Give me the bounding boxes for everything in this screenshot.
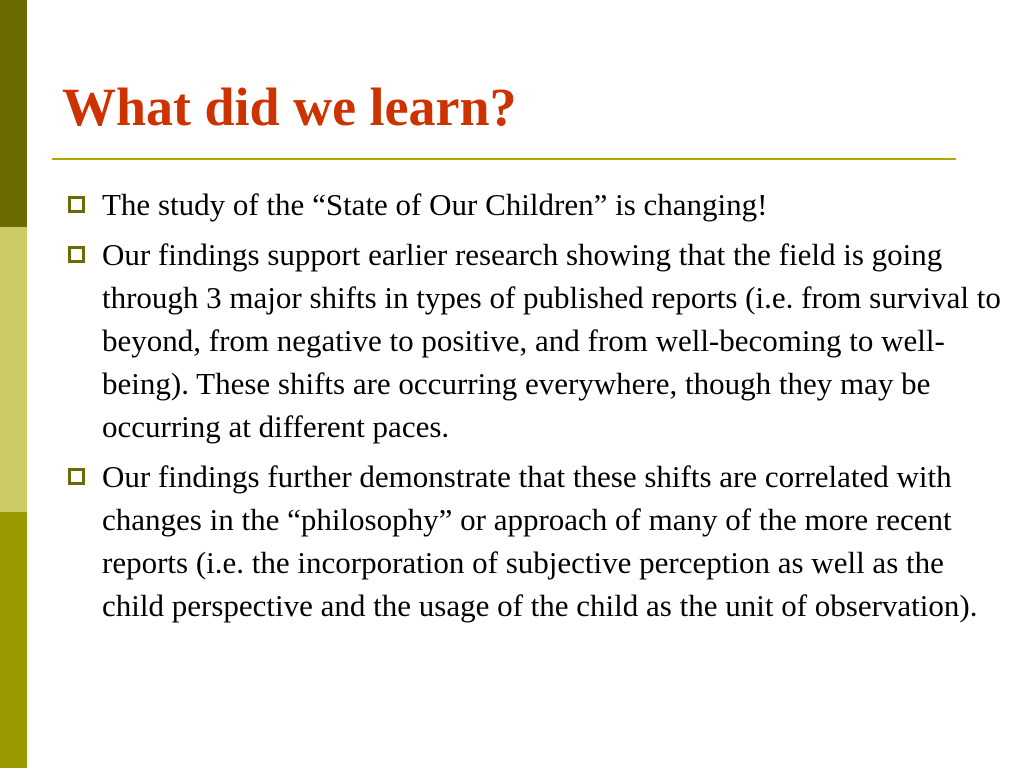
square-bullet-icon	[68, 196, 85, 213]
slide-title: What did we learn?	[62, 77, 517, 137]
bullet-item	[60, 183, 1010, 226]
side-bar-middle	[0, 227, 27, 512]
bullet-text: Our findings further demonstrate that these shifts are correlated with changes in the “philosophy” or approach of many of the more recent reports (i.e. the incorporation of subjective perception as well as the child perspective and the usage of the child as the unit of observation).	[102, 459, 978, 623]
bullet-item	[60, 233, 1010, 448]
side-bar-bottom	[0, 512, 27, 768]
side-bar-top	[0, 0, 27, 227]
bullet-list	[60, 183, 1010, 634]
bullet-item	[60, 455, 1010, 627]
title-divider	[52, 158, 956, 160]
square-bullet-icon	[68, 468, 85, 485]
bullet-text: Our findings support earlier research showing that the field is going through 3 major shifts in types of published reports (i.e. from survival to beyond, from negative to positive, and from well-becoming to well-being). These shifts are occurring everywhere, though they may be occurring at different paces.	[102, 237, 1001, 444]
square-bullet-icon	[68, 246, 85, 263]
bullet-text: The study of the “State of Our Children” is changing!	[102, 187, 768, 222]
